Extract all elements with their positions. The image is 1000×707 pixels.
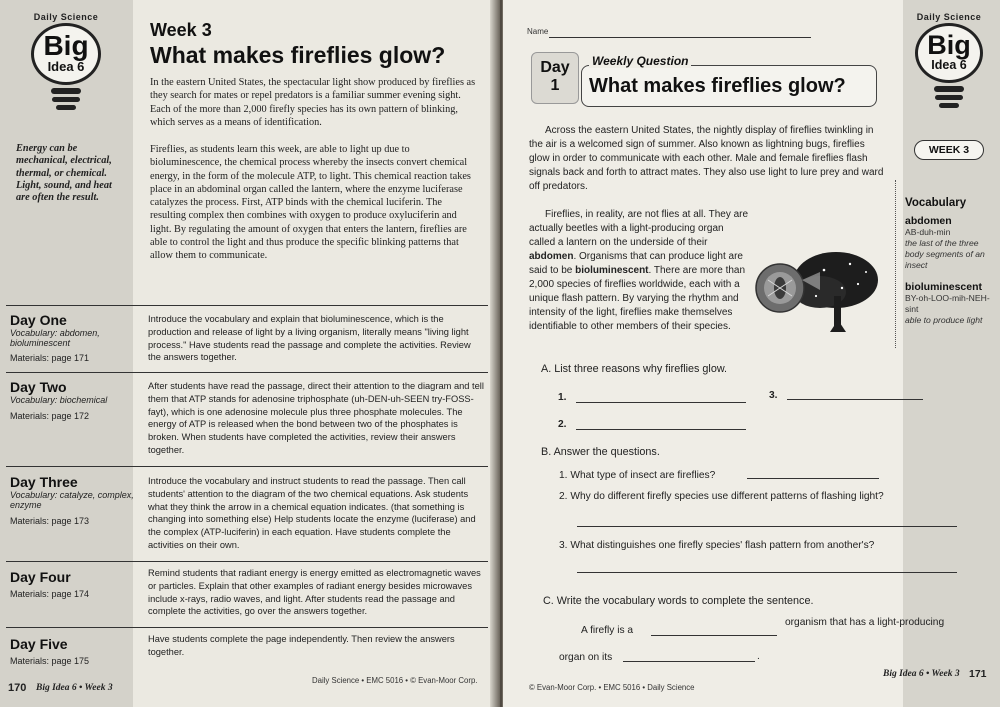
b-answer-1[interactable] — [747, 478, 879, 479]
daily-science-label: Daily Science — [33, 12, 99, 22]
bulb-globe-right — [915, 23, 983, 83]
bulb-globe — [31, 23, 101, 85]
day-four-text: Remind students that radiant energy is energy emitted as electromagnetic waves or particles. Explain that other examples of radiant energy besides microwaves include x-rays, radio waves, and light. After students read the passage and complete the activities, go over the answers together. — [148, 568, 481, 617]
idea-label-right: Idea 6 — [931, 58, 967, 72]
day-five-materials: Materials: page 175 — [10, 656, 90, 666]
day-two-heading: Day Two — [10, 379, 67, 395]
a-item-3-number: 3. — [769, 390, 778, 401]
day-four-info — [10, 569, 135, 599]
b-question-3: 3. What distinguishes one firefly species' flash pattern from another's? — [559, 540, 875, 551]
day-one-heading: Day One — [10, 312, 67, 328]
firefly-tree-illustration — [754, 250, 878, 334]
day-two-text: After students have read the passage, direct their attention to the diagram and tell them that ATP stands for adenosine triphosphate (uh-DEN-uh-SEEN try-FOSS-fayt), which is one adenosine molecule plus three phosphate molecules. The energy of ATP is released when the bond between two of the phosphates is broken. When students have completed the activities, review their answers together. — [148, 381, 484, 455]
b-answer-2[interactable] — [577, 526, 957, 527]
intro-paragraph-1: In the eastern United States, the spectacular light show produced by fireflies as they search for mates or repel predators is a familiar summer evening sight. Each of the more than 2,000 firefly species has its own pattern of blinking, which serves as a means of identification. — [150, 77, 476, 128]
bulb-base-icon-right — [934, 86, 964, 92]
b-question-2: 2. Why do different firefly species use different patterns of flashing light? — [559, 491, 884, 502]
week-label: Week 3 — [150, 20, 212, 40]
big-idea-bulb-left — [16, 12, 116, 110]
vocab-word-abdomen: abdomen — [905, 215, 952, 227]
vocabulary-title: Vocabulary — [905, 197, 967, 209]
passage-paragraph-1: Across the eastern United States, the nightly display of fireflies twinkling in the air is a welcomed sign of summer. Also known as lightning bugs, fireflies glow in order to communicate with each other. Male and female fireflies flash signals back and forth to attract mates. They also use light to lure prey and ward off predators. — [529, 125, 884, 192]
vocab-pron-abdomen: AB-duh-min — [905, 227, 951, 237]
big-idea-bulb-right — [903, 12, 995, 108]
intro-paragraph-2: Fireflies, as students learn this week, are able to light up due to bioluminescence, the chemical process whereby the insects convert chemical energy, in the form of the molecule ATP, to light. This chemical reaction takes place in an abdominal organ called the lantern, where the enzyme luciferase catalyzes the process. First, ATP binds with the chemical luciferin. The resulting complex then combines with oxygen to produce oxyluciferin and light. By regulating the amount of oxygen that enters the lantern, fireflies are able to control the light and thus produce the specific blinking patterns that allow them to communicate. — [150, 144, 471, 262]
vocab-word-bioluminescent: bioluminescent — [905, 281, 983, 293]
day-three-heading: Day Three — [10, 474, 78, 490]
day-one-info — [10, 312, 135, 363]
right-footer-label: Big Idea 6 • Week 3 — [883, 669, 960, 679]
page-title: What makes fireflies glow? — [150, 42, 446, 68]
day-two-materials: Materials: page 172 — [10, 411, 90, 421]
day-badge-label: Day — [540, 59, 570, 76]
day-two-vocab: Vocabulary: biochemical — [10, 395, 108, 405]
vocab-def-bioluminescent: able to produce light — [905, 315, 983, 325]
b-answer-3[interactable] — [577, 572, 957, 573]
bulb-base-icon — [51, 88, 81, 94]
a-item-2-number: 2. — [558, 419, 567, 430]
right-footer-page-number: 171 — [969, 668, 987, 680]
a-item-2-answer[interactable] — [576, 429, 746, 430]
daily-science-label-right: Daily Science — [916, 12, 982, 22]
vocab-def-abdomen: the last of the three body segments of an insect — [905, 238, 985, 270]
name-label: Name — [527, 27, 549, 36]
right-page — [503, 0, 1000, 707]
day-five-info — [10, 636, 135, 666]
vocab-pron-bioluminescent: BY-oh-LOO-mih-NEH-sint — [905, 293, 990, 314]
vocabulary-box — [905, 197, 997, 326]
day-three-materials: Materials: page 173 — [10, 516, 90, 526]
section-a-heading: A. List three reasons why fireflies glow. — [541, 363, 728, 375]
day-badge — [531, 52, 579, 104]
big-label: Big — [43, 30, 89, 61]
day-three-vocab: Vocabulary: catalyze, complex, enzyme — [10, 490, 134, 510]
day-badge-number: 1 — [550, 77, 560, 94]
c-sentence-part2: organism that has a light-producing — [785, 617, 945, 628]
a-item-1-answer[interactable] — [576, 402, 746, 403]
name-field[interactable] — [549, 36, 811, 38]
day-one-vocab: Vocabulary: abdomen, bioluminescent — [10, 328, 100, 348]
section-c-heading: C. Write the vocabulary words to complete the sentence. — [543, 595, 814, 607]
passage-p2-part3: . There are more than 2,000 species of fireflies worldwide, each with a unique flash pattern. By varying the rhythm and intensity of the light, fireflies make themselves identifiable to other members of their species. — [529, 265, 746, 332]
c-answer-1[interactable] — [651, 635, 777, 636]
b-question-1: 1. What type of insect are fireflies? — [559, 470, 716, 481]
passage-paragraph-2 — [529, 208, 884, 348]
a-item-3-answer[interactable] — [787, 399, 923, 400]
day-three-info — [10, 474, 135, 526]
day-two-info — [10, 379, 135, 421]
left-footer-page-number: 170 — [8, 682, 27, 694]
idea-label: Idea 6 — [47, 59, 85, 74]
week-badge: WEEK 3 — [914, 140, 984, 160]
day-one-materials: Materials: page 171 — [10, 353, 90, 363]
day-five-text: Have students complete the page independently. Then review the answers together. — [148, 634, 455, 657]
section-b-heading: B. Answer the questions. — [541, 446, 660, 458]
weekly-question-label: Weekly Question — [589, 54, 691, 68]
a-item-1-number: 1. — [558, 392, 567, 403]
left-footer-label: Big Idea 6 • Week 3 — [36, 683, 113, 693]
passage-p2-part1: Fireflies, in reality, are not flies at all. They are actually beetles with a light-producing organ called a lantern on the underside of their — [529, 209, 749, 248]
c-sentence-part3: organ on its — [559, 652, 613, 663]
left-footer-credit: Daily Science • EMC 5016 • © Evan-Moor Corp. — [312, 676, 478, 685]
c-sentence-part1: A firefly is a — [581, 625, 634, 636]
day-four-heading: Day Four — [10, 569, 71, 585]
right-page-title: What makes fireflies glow? — [589, 75, 846, 97]
sidebar-concept-text: Energy can be mechanical, electrical, thermal, or chemical. Light, sound, and heat are often the result. — [16, 143, 112, 204]
right-footer-credit: © Evan-Moor Corp. • EMC 5016 • Daily Science — [529, 683, 695, 692]
left-page — [0, 0, 497, 707]
day-four-materials: Materials: page 174 — [10, 589, 90, 599]
vocab-highlight-bioluminescent: bioluminescent — [575, 265, 649, 276]
c-answer-2[interactable] — [623, 661, 755, 662]
big-label-right: Big — [927, 30, 971, 60]
passage-p2-part2: . Organisms that can produce light are said to be — [529, 251, 743, 276]
day-one-text: Introduce the vocabulary and explain that bioluminescence, which is the production and release of light by a living organism, literally means "living light process." Have students read the passage and complete the activities. Review the answers together. — [148, 314, 471, 363]
day-five-heading: Day Five — [10, 636, 68, 652]
vocab-highlight-abdomen: abdomen — [529, 251, 574, 262]
c-sentence-period: . — [757, 651, 760, 662]
day-three-text: Introduce the vocabulary and instruct students to read the passage. Then call students' attention to the diagram of the two chemical equations. Ask students what they think the arrow in a chemical equation indicates. (that something is changing into something else) Help students locate the enzyme (luciferase) and the complex (ATP-luciferin) in each equation. Have students complete the activities on their own. — [148, 476, 476, 550]
